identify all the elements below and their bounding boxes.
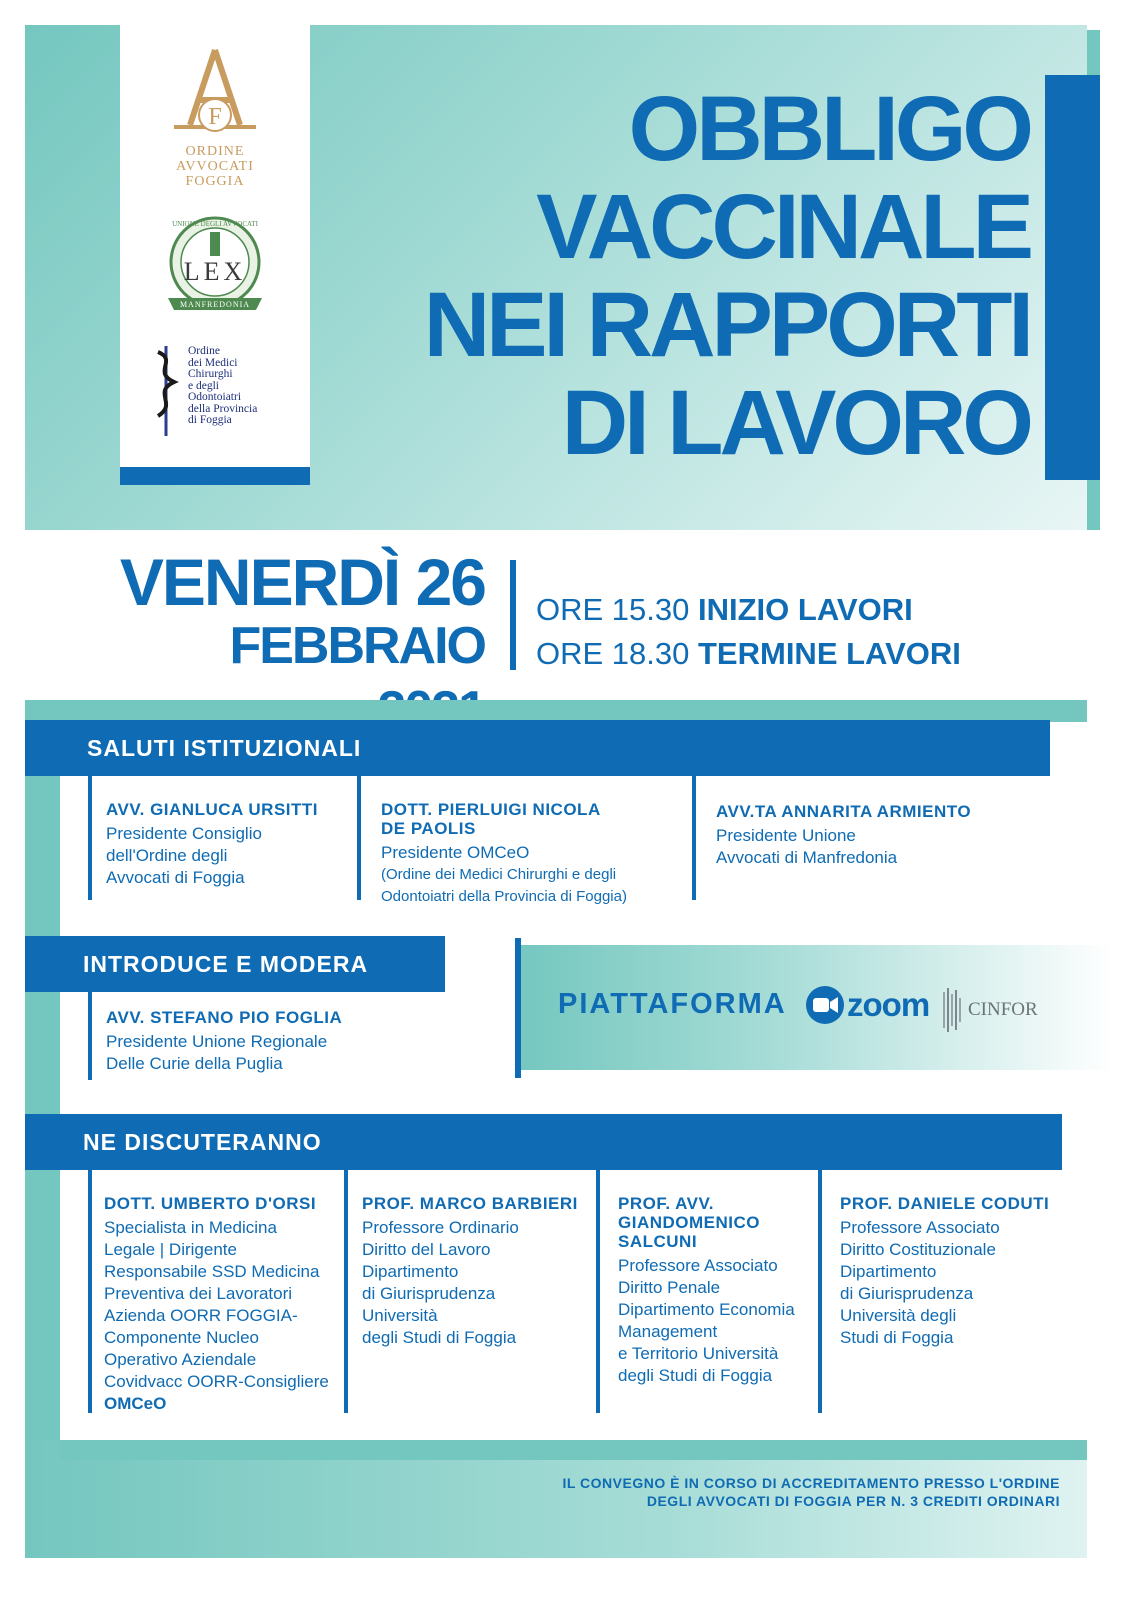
disc-person-3	[618, 1194, 828, 1387]
ordine-line2: AVVOCATI	[176, 159, 254, 174]
saluti-divider-3	[692, 775, 696, 900]
lex-ribbon-text: MANFREDONIA	[179, 300, 251, 309]
end-label: TERMINE LAVORI	[698, 636, 961, 671]
person-name: DOTT. UMBERTO D'ORSI	[104, 1194, 317, 1213]
platform-bar	[515, 938, 521, 1078]
omceo-text: Ordine dei Medici Chirurghi e degli Odontoiatri della Provincia di Foggia	[188, 345, 258, 426]
person-role: Professore Associato Diritto Penale Dipartimento Economia Management e Territorio Università degli Studi di Foggia	[618, 1256, 795, 1385]
title-line3: NEI RAPPORTI	[423, 274, 1030, 376]
zoom-logo	[805, 985, 929, 1025]
saluti-person-1	[106, 800, 346, 889]
af-monogram-icon	[160, 45, 270, 135]
ordine-line3: FOGGIA	[185, 174, 245, 189]
saluti-person-2	[381, 800, 681, 908]
omceo-logo	[148, 342, 298, 442]
frame-bottom-inner	[60, 1440, 1087, 1460]
zoom-camera-icon	[805, 985, 845, 1025]
person-role: Professore Ordinario Diritto del Lavoro Dipartimento di Giurisprudenza Università degli Studi di Foggia	[362, 1218, 519, 1347]
person-name: AVV. STEFANO PIO FOGLIA	[106, 1008, 343, 1027]
person-name: PROF. MARCO BARBIERI	[362, 1194, 578, 1213]
lex-logo	[160, 210, 270, 320]
modera-divider	[88, 990, 92, 1080]
disc-divider-2	[344, 1168, 348, 1413]
title-line1: OBBLIGO	[628, 78, 1030, 180]
lex-ring-text: UNIONE DEGLI AVVOCATI	[172, 220, 258, 228]
modera-person	[106, 1008, 426, 1075]
lex-center-text: LEX	[183, 257, 247, 286]
saluti-header	[25, 720, 1050, 776]
person-name: DOTT. PIERLUIGI NICOLA DE PAOLIS	[381, 800, 601, 838]
person-name: AVV.TA ANNARITA ARMIENTO	[716, 802, 972, 821]
cinfor-text: CINFOR	[968, 999, 1038, 1020]
af-monogram-letter: F	[208, 104, 222, 130]
person-role: Presidente Unione Regionale Delle Curie della Puglia	[106, 1032, 328, 1073]
person-sub: (Ordine dei Medici Chirurghi e degli Odontoiatri della Provincia di Foggia)	[381, 866, 627, 905]
person-role: Presidente Consiglio dell'Ordine degli Avvocati di Foggia	[106, 824, 262, 887]
frame-left	[25, 700, 60, 1460]
page-title	[360, 80, 1030, 472]
saluti-divider-2	[357, 775, 361, 900]
caduceus-icon	[148, 342, 184, 438]
end-time: ORE 18.30	[536, 636, 690, 671]
modera-header	[25, 936, 445, 992]
person-role: Presidente OMCeO	[381, 843, 530, 862]
modera-header-label: INTRODUCE E MODERA	[83, 950, 369, 977]
start-time: ORE 15.30	[536, 592, 690, 627]
zoom-text: zoom	[847, 986, 930, 1023]
person-role: Professore Associato Diritto Costituzionale Dipartimento di Giurisprudenza Università degli Studi di Foggia	[840, 1218, 1000, 1347]
disc-divider-3	[596, 1168, 600, 1413]
saluti-header-label: SALUTI ISTITUZIONALI	[87, 734, 362, 761]
person-role: Presidente Unione Avvocati di Manfredonia	[716, 826, 898, 867]
person-name: AVV. GIANLUCA URSITTI	[106, 800, 318, 819]
disc-person-4	[840, 1194, 1070, 1349]
disc-person-2	[362, 1194, 597, 1349]
disc-divider-4	[818, 1168, 822, 1413]
frame-top	[25, 700, 1087, 722]
person-role-tail: OMCeO	[104, 1394, 167, 1413]
cinfor-logo	[942, 988, 1038, 1032]
disc-divider-1	[88, 1168, 92, 1413]
discuteranno-header-label: NE DISCUTERANNO	[83, 1128, 322, 1155]
date-line2: FEBBRAIO	[229, 617, 485, 675]
date-line1: VENERDÌ 26	[119, 545, 485, 619]
ordine-avvocati-logo	[160, 45, 270, 195]
person-role: Specialista in Medicina Legale | Dirigente Responsabile SSD Medicina Preventiva dei Lavoratori Azienda OORR FOGGIA- Componente Nucleo Operativo Aziendale Covidvacc OORR-Consigliere	[104, 1218, 329, 1391]
logo-panel-bar	[120, 467, 310, 485]
platform-label: PIATTAFORMA	[558, 988, 787, 1020]
title-line4: DI LAVORO	[561, 372, 1030, 474]
date-separator	[510, 560, 516, 670]
person-name: PROF. AVV. GIANDOMENICO SALCUNI	[618, 1194, 760, 1251]
cinfor-bars-icon	[942, 988, 962, 1032]
hero-accent-bar	[1045, 75, 1100, 480]
saluti-divider-1	[88, 775, 92, 900]
ordine-line1: ORDINE	[185, 144, 245, 159]
accreditation-note: IL CONVEGNO È IN CORSO DI ACCREDITAMENTO PRESSO L'ORDINE DEGLI AVVOCATI DI FOGGIA PER N. 3 CREDITI ORDINARI	[562, 1475, 1060, 1509]
saluti-person-3	[716, 802, 1016, 869]
start-label: INIZIO LAVORI	[698, 592, 913, 627]
lex-emblem-icon	[160, 210, 270, 320]
event-times	[536, 588, 961, 676]
disc-person-1	[104, 1194, 354, 1415]
person-name: PROF. DANIELE CODUTI	[840, 1194, 1050, 1213]
title-line2: VACCINALE	[536, 176, 1030, 278]
discuteranno-header	[25, 1114, 1062, 1170]
